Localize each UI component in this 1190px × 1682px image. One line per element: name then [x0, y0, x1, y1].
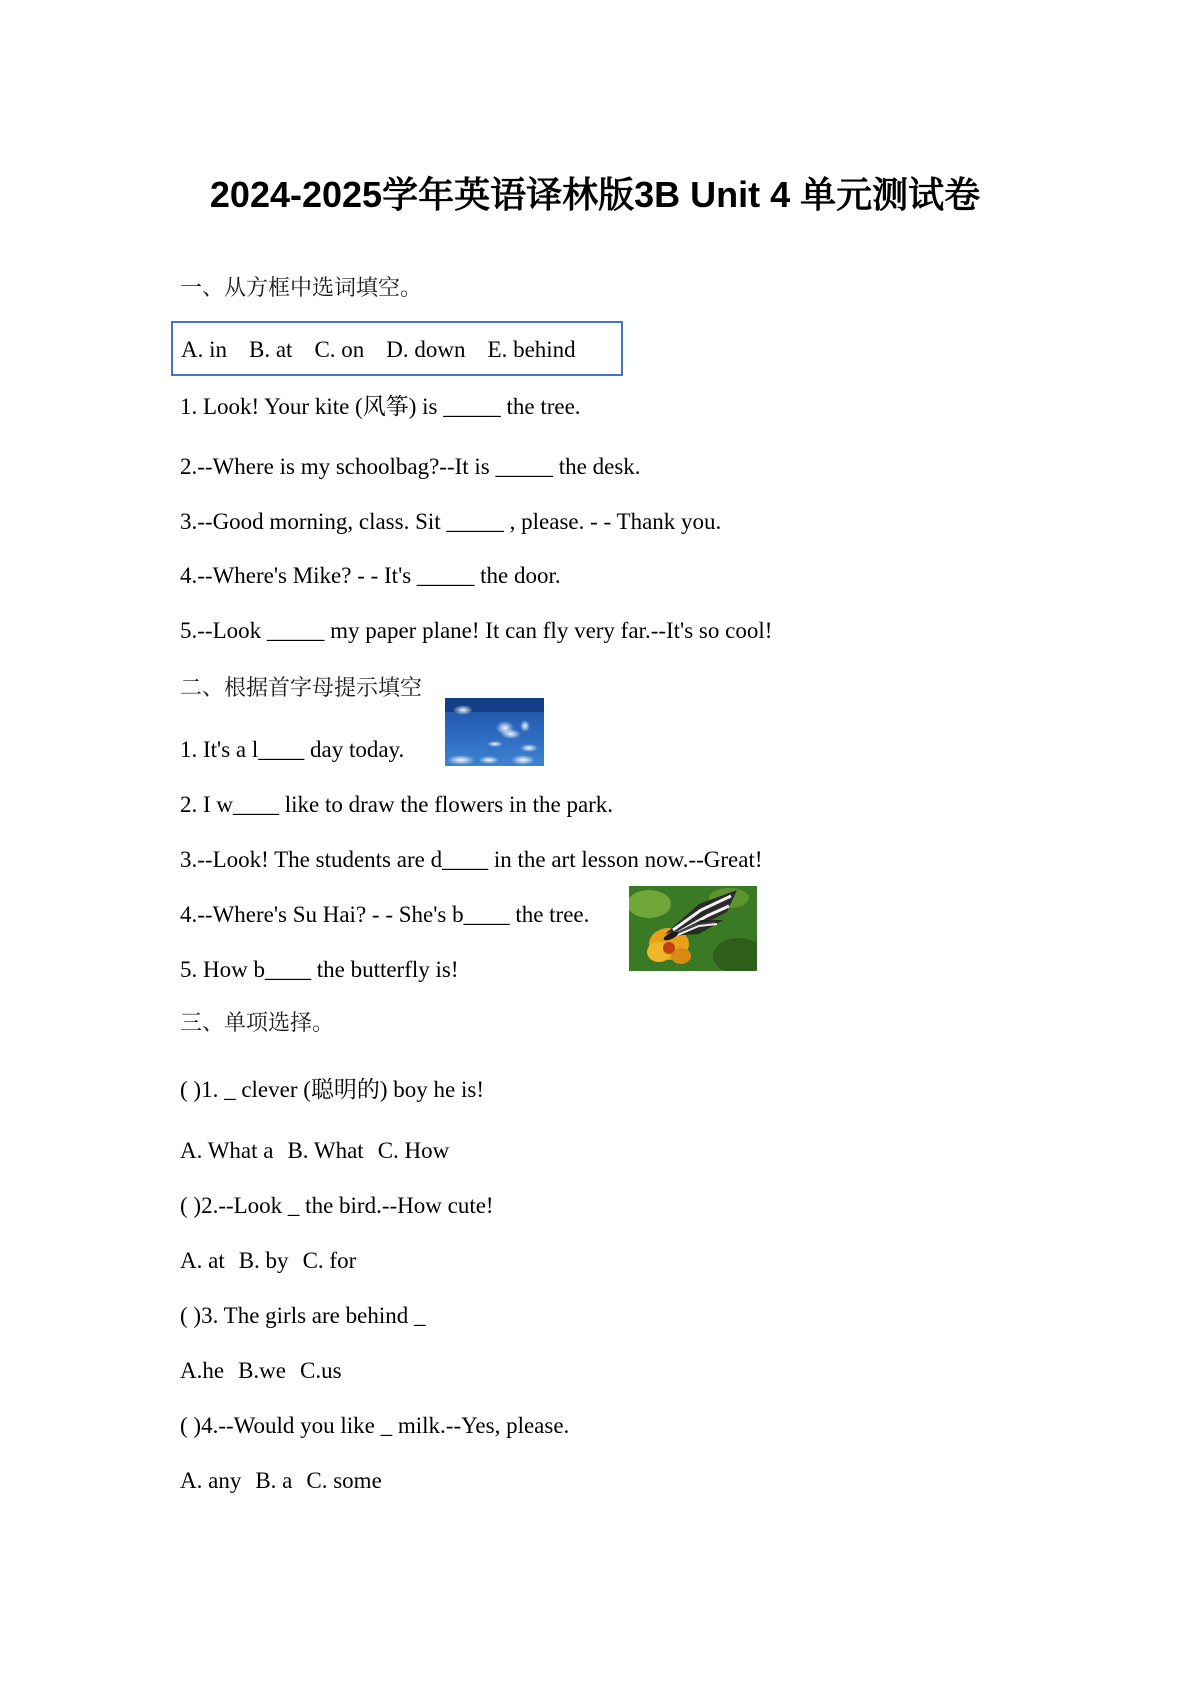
mc-question-stem: ( )4.--Would you like _ milk.--Yes, please.: [180, 1413, 570, 1438]
section2-heading: 二、根据首字母提示填空: [180, 676, 423, 701]
mc-option: A. any: [180, 1468, 242, 1493]
mc-options: [180, 1466, 382, 1496]
word-option: A. in: [181, 337, 227, 362]
section2-question: 5. How b____ the butterfly is!: [180, 957, 459, 982]
section1-question: 2.--Where is my schoolbag?--It is _____ the desk.: [180, 454, 641, 479]
word-option: C. on: [314, 337, 365, 362]
butterfly-picture: [629, 886, 757, 971]
mc-option: A. What a: [180, 1138, 274, 1163]
word-options: [181, 335, 576, 365]
word-option: E. behind: [487, 337, 576, 362]
mc-option: B. by: [238, 1248, 289, 1273]
section2-question: 4.--Where's Su Hai? - - She's b____ the tree.: [180, 902, 590, 927]
mc-question-stem: ( )1. _ clever (聪明的) boy he is!: [180, 1077, 485, 1102]
section1-heading: 一、从方框中选词填空。: [180, 276, 423, 301]
section1-question: 1. Look! Your kite (风筝) is _____ the tree.: [180, 394, 581, 419]
mc-option: C.us: [300, 1358, 342, 1383]
mc-option: B. a: [255, 1468, 293, 1493]
section3-heading: 三、单项选择。: [180, 1011, 335, 1036]
section2-question: 2. I w____ like to draw the flowers in the park.: [180, 792, 614, 817]
word-box: [171, 321, 623, 376]
word-option: D. down: [386, 337, 466, 362]
section1-question: 4.--Where's Mike? - - It's _____ the door.: [180, 563, 561, 588]
word-option: B. at: [249, 337, 293, 362]
mc-option: B.we: [238, 1358, 286, 1383]
butterfly-icon: [629, 886, 757, 971]
mc-option: B. What: [287, 1138, 364, 1163]
mc-question-stem: ( )2.--Look _ the bird.--How cute!: [180, 1193, 494, 1218]
mc-options: [180, 1356, 342, 1386]
mc-option: A.he: [180, 1358, 225, 1383]
section1-question: 5.--Look _____ my paper plane! It can fly very far.--It's so cool!: [180, 618, 773, 643]
mc-option: C. How: [377, 1138, 450, 1163]
cloud-icon: [445, 698, 544, 766]
mc-options: [180, 1136, 449, 1166]
mc-option: C. for: [302, 1248, 357, 1273]
sky-picture: [445, 698, 544, 766]
section2-question: 3.--Look! The students are d____ in the art lesson now.--Great!: [180, 847, 763, 872]
mc-option: A. at: [180, 1248, 225, 1273]
mc-question-stem: ( )3. The girls are behind _: [180, 1303, 426, 1328]
section2-question: 1. It's a l____ day today.: [180, 737, 405, 762]
section1-question: 3.--Good morning, class. Sit _____ , please. - - Thank you.: [180, 509, 722, 534]
page-title: 2024-2025学年英语译林版3B Unit 4 单元测试卷: [209, 174, 981, 215]
mc-option: C. some: [306, 1468, 382, 1493]
mc-options: [180, 1246, 356, 1276]
